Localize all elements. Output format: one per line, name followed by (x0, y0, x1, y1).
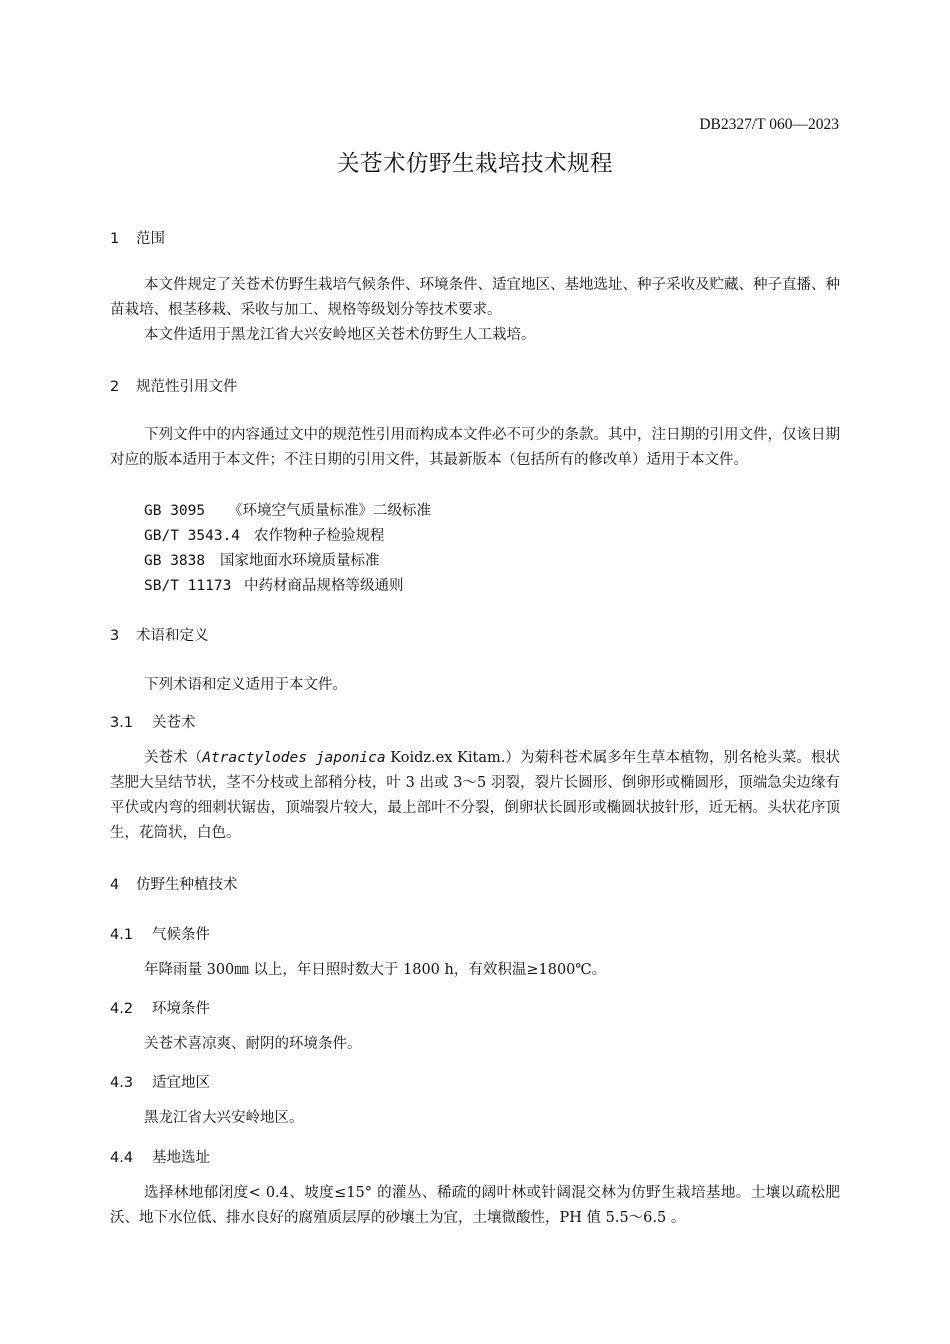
subsection-3-1-heading (110, 711, 196, 732)
subsection-title: 基地选址 (152, 1150, 210, 1166)
section-2-heading (110, 375, 238, 396)
subsection-4-2-paragraph: 关苍术喜凉爽、耐阴的环境条件。 (144, 1036, 362, 1052)
section-3-heading (110, 624, 209, 645)
document-code: DB2327/T 060—2023 (699, 116, 839, 133)
latin-name: Atractylodes japonica (202, 750, 386, 766)
reference-name: 《环境空气质量标准》二级标准 (228, 503, 431, 519)
definition-text-rest: Koidz.ex Kitam.）为菊科苍术属多年生草本植物，别名枪头菜。根状茎肥大呈结节状，茎不分枝或上部稍分枝，叶 3 出或 3～5 羽裂，裂片长圆形、倒卵形或椭圆形，顶端急尖边缘有平伏或内弯的细刺状锯齿，顶端裂片较大，最上部叶不分裂，倒卵状长圆形或椭圆状披针形，近无柄。头状花序顶生，花筒状，白色。 (110, 750, 841, 841)
subsection-number: 4.3 (110, 1075, 134, 1091)
reference-name: 国家地面水环境质量标准 (220, 553, 380, 569)
section-2-paragraph-1: 下列文件中的内容通过文中的规范性引用而构成本文件必不可少的条款。其中，注日期的引用文件，仅该日期对应的版本适用于本文件；不注日期的引用文件，其最新版本（包括所有的修改单）适用于本文件。 (110, 427, 840, 468)
section-1-heading (110, 227, 165, 248)
reference-item (144, 499, 431, 520)
section-title: 仿野生种植技术 (136, 877, 238, 893)
reference-code: SB/T 11173 (144, 578, 232, 594)
reference-name: 农作物种子检验规程 (254, 528, 385, 544)
section-1-paragraph-2: 本文件适用于黑龙江省大兴安岭地区关苍术仿野生人工栽培。 (144, 327, 536, 343)
reference-name: 中药材商品规格等级通则 (244, 578, 404, 594)
subsection-4-4-paragraph: 选择林地郁闭度< 0.4、坡度≤15° 的灌丛、稀疏的阔叶林或针阔混交林为仿野生栽培基地。土壤以疏松肥沃、地下水位低、排水良好的腐殖质层厚的砂壤土为宜，土壤微酸性，PH 值 5.5～6.5 。 (110, 1185, 840, 1226)
subsection-number: 4.4 (110, 1150, 134, 1166)
section-title: 规范性引用文件 (136, 379, 238, 395)
section-number: 2 (110, 379, 120, 395)
subsection-number: 3.1 (110, 715, 134, 731)
reference-item (144, 524, 385, 545)
section-title: 术语和定义 (136, 628, 209, 644)
subsection-number: 4.1 (110, 927, 134, 943)
definition-text-start: 关苍术（ (144, 750, 203, 766)
subsection-title: 适宜地区 (152, 1075, 210, 1091)
section-4-heading (110, 873, 238, 894)
reference-item (144, 574, 404, 595)
section-number: 1 (110, 231, 120, 247)
subsection-title: 气候条件 (152, 927, 210, 943)
document-title: 关苍术仿野生栽培技术规程 (336, 151, 613, 177)
subsection-4-3-heading (110, 1071, 210, 1092)
reference-code: GB 3838 (144, 553, 206, 569)
reference-code: GB/T 3543.4 (144, 528, 241, 544)
section-1-paragraph-1: 本文件规定了关苍术仿野生栽培气候条件、环境条件、适宜地区、基地选址、种子采收及贮藏、种子直播、种苗栽培、根茎移栽、采收与加工、规格等级划分等技术要求。 (110, 277, 840, 318)
subsection-title: 关苍术 (152, 715, 196, 731)
section-3-paragraph-1: 下列术语和定义适用于本文件。 (144, 677, 347, 693)
subsection-number: 4.2 (110, 1001, 134, 1017)
subsection-4-1-paragraph: 年降雨量 300㎜ 以上，年日照时数大于 1800 h，有效积温≥1800℃。 (144, 962, 607, 978)
section-number: 3 (110, 628, 120, 644)
subsection-4-2-heading (110, 997, 210, 1018)
subsection-3-1-paragraph (110, 746, 840, 846)
subsection-4-1-heading (110, 923, 210, 944)
subsection-title: 环境条件 (152, 1001, 210, 1017)
subsection-4-3-paragraph: 黑龙江省大兴安岭地区。 (144, 1110, 304, 1126)
section-number: 4 (110, 877, 120, 893)
section-title: 范围 (136, 231, 165, 247)
reference-item (144, 549, 380, 570)
reference-code: GB 3095 (144, 503, 206, 519)
subsection-4-4-heading (110, 1146, 210, 1167)
